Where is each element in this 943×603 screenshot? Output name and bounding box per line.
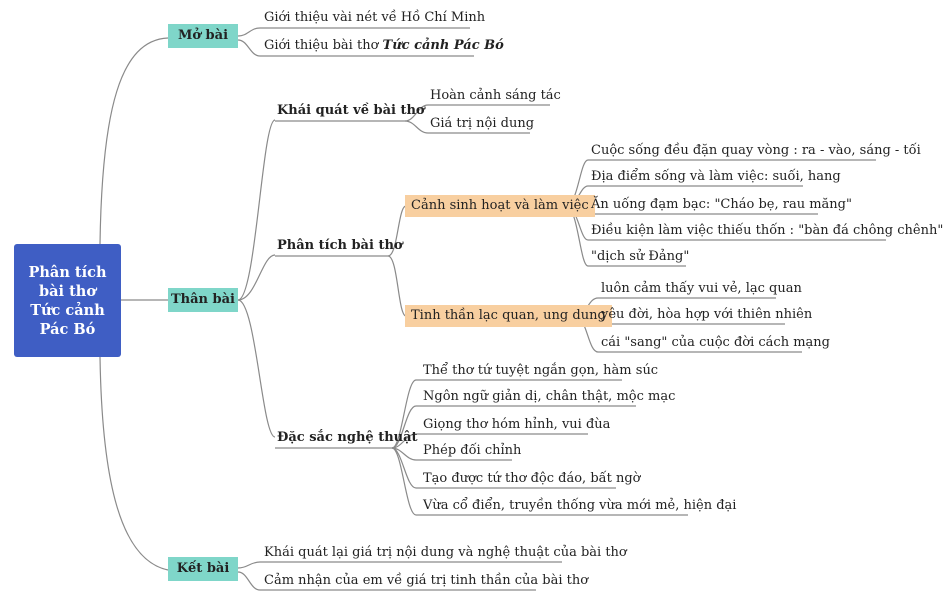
root-line: bài thơ <box>38 282 96 300</box>
connector-root-mo-bai <box>100 38 168 244</box>
khai-quat-item: Giá trị nội dung <box>430 116 535 131</box>
root-line: Tức cảnh <box>30 301 105 319</box>
mo-bai-item <box>264 37 504 55</box>
tinh-than-item: cái "sang" của cuộc đời cách mạng <box>601 335 830 350</box>
root-node <box>14 244 121 357</box>
connector-root-ket-bai <box>100 357 168 570</box>
dac-sac-item: Vừa cổ điển, truyền thống vừa mới mẻ, hiện đại <box>423 498 737 513</box>
dac-sac-item: Ngôn ngữ giản dị, chân thật, mộc mạc <box>423 389 676 404</box>
khai-quat-item: Hoàn cảnh sáng tác <box>430 88 561 103</box>
dac-sac-item: Thể thơ tứ tuyệt ngắn gọn, hàm súc <box>423 363 659 378</box>
canh-item: Cuộc sống đều đặn quay vòng : ra - vào, sáng - tối <box>591 143 921 158</box>
branch-tinh-than: Tinh thần lạc quan, ung dung <box>405 305 612 327</box>
poem-title: Tức cảnh Pác Bó <box>382 38 504 53</box>
section-mo-bai: Mở bài <box>168 24 238 48</box>
tinh-than-item: yêu đời, hòa hợp với thiên nhiên <box>601 307 813 322</box>
sub-phan-tich: Phân tích bài thơ <box>277 238 403 253</box>
section-than-bai: Thân bài <box>168 288 238 312</box>
sub-khai-quat: Khái quát về bài thơ <box>277 103 425 118</box>
tinh-than-item: luôn cảm thấy vui vẻ, lạc quan <box>601 281 802 296</box>
sub-dac-sac: Đặc sắc nghệ thuật <box>277 430 418 445</box>
mo-bai-item-prefix: Giới thiệu bài thơ <box>264 38 383 53</box>
canh-item: Điều kiện làm việc thiếu thốn : "bàn đá chông chênh" <box>591 223 943 238</box>
root-line: Phân tích <box>28 263 107 281</box>
ket-bai-item: Khái quát lại giá trị nội dung và nghệ thuật của bài thơ <box>264 545 627 560</box>
canh-item: Ăn uống đạm bạc: "Cháo bẹ, rau măng" <box>591 197 852 212</box>
section-ket-bai: Kết bài <box>168 557 238 581</box>
dac-sac-item: Phép đối chỉnh <box>423 443 522 458</box>
branch-canh-sinh-hoat: Cảnh sinh hoạt và làm việc <box>405 195 595 217</box>
root-line: Pác Bó <box>39 320 96 338</box>
ket-bai-item: Cảm nhận của em về giá trị tinh thần của bài thơ <box>264 573 589 588</box>
dac-sac-item: Giọng thơ hóm hỉnh, vui đùa <box>423 417 611 432</box>
mo-bai-item: Giới thiệu vài nét về Hồ Chí Minh <box>264 10 486 25</box>
canh-item: Địa điểm sống và làm việc: suối, hang <box>591 169 841 184</box>
dac-sac-item: Tạo được tứ thơ độc đáo, bất ngờ <box>423 471 641 486</box>
canh-item: "dịch sử Đảng" <box>591 249 690 264</box>
